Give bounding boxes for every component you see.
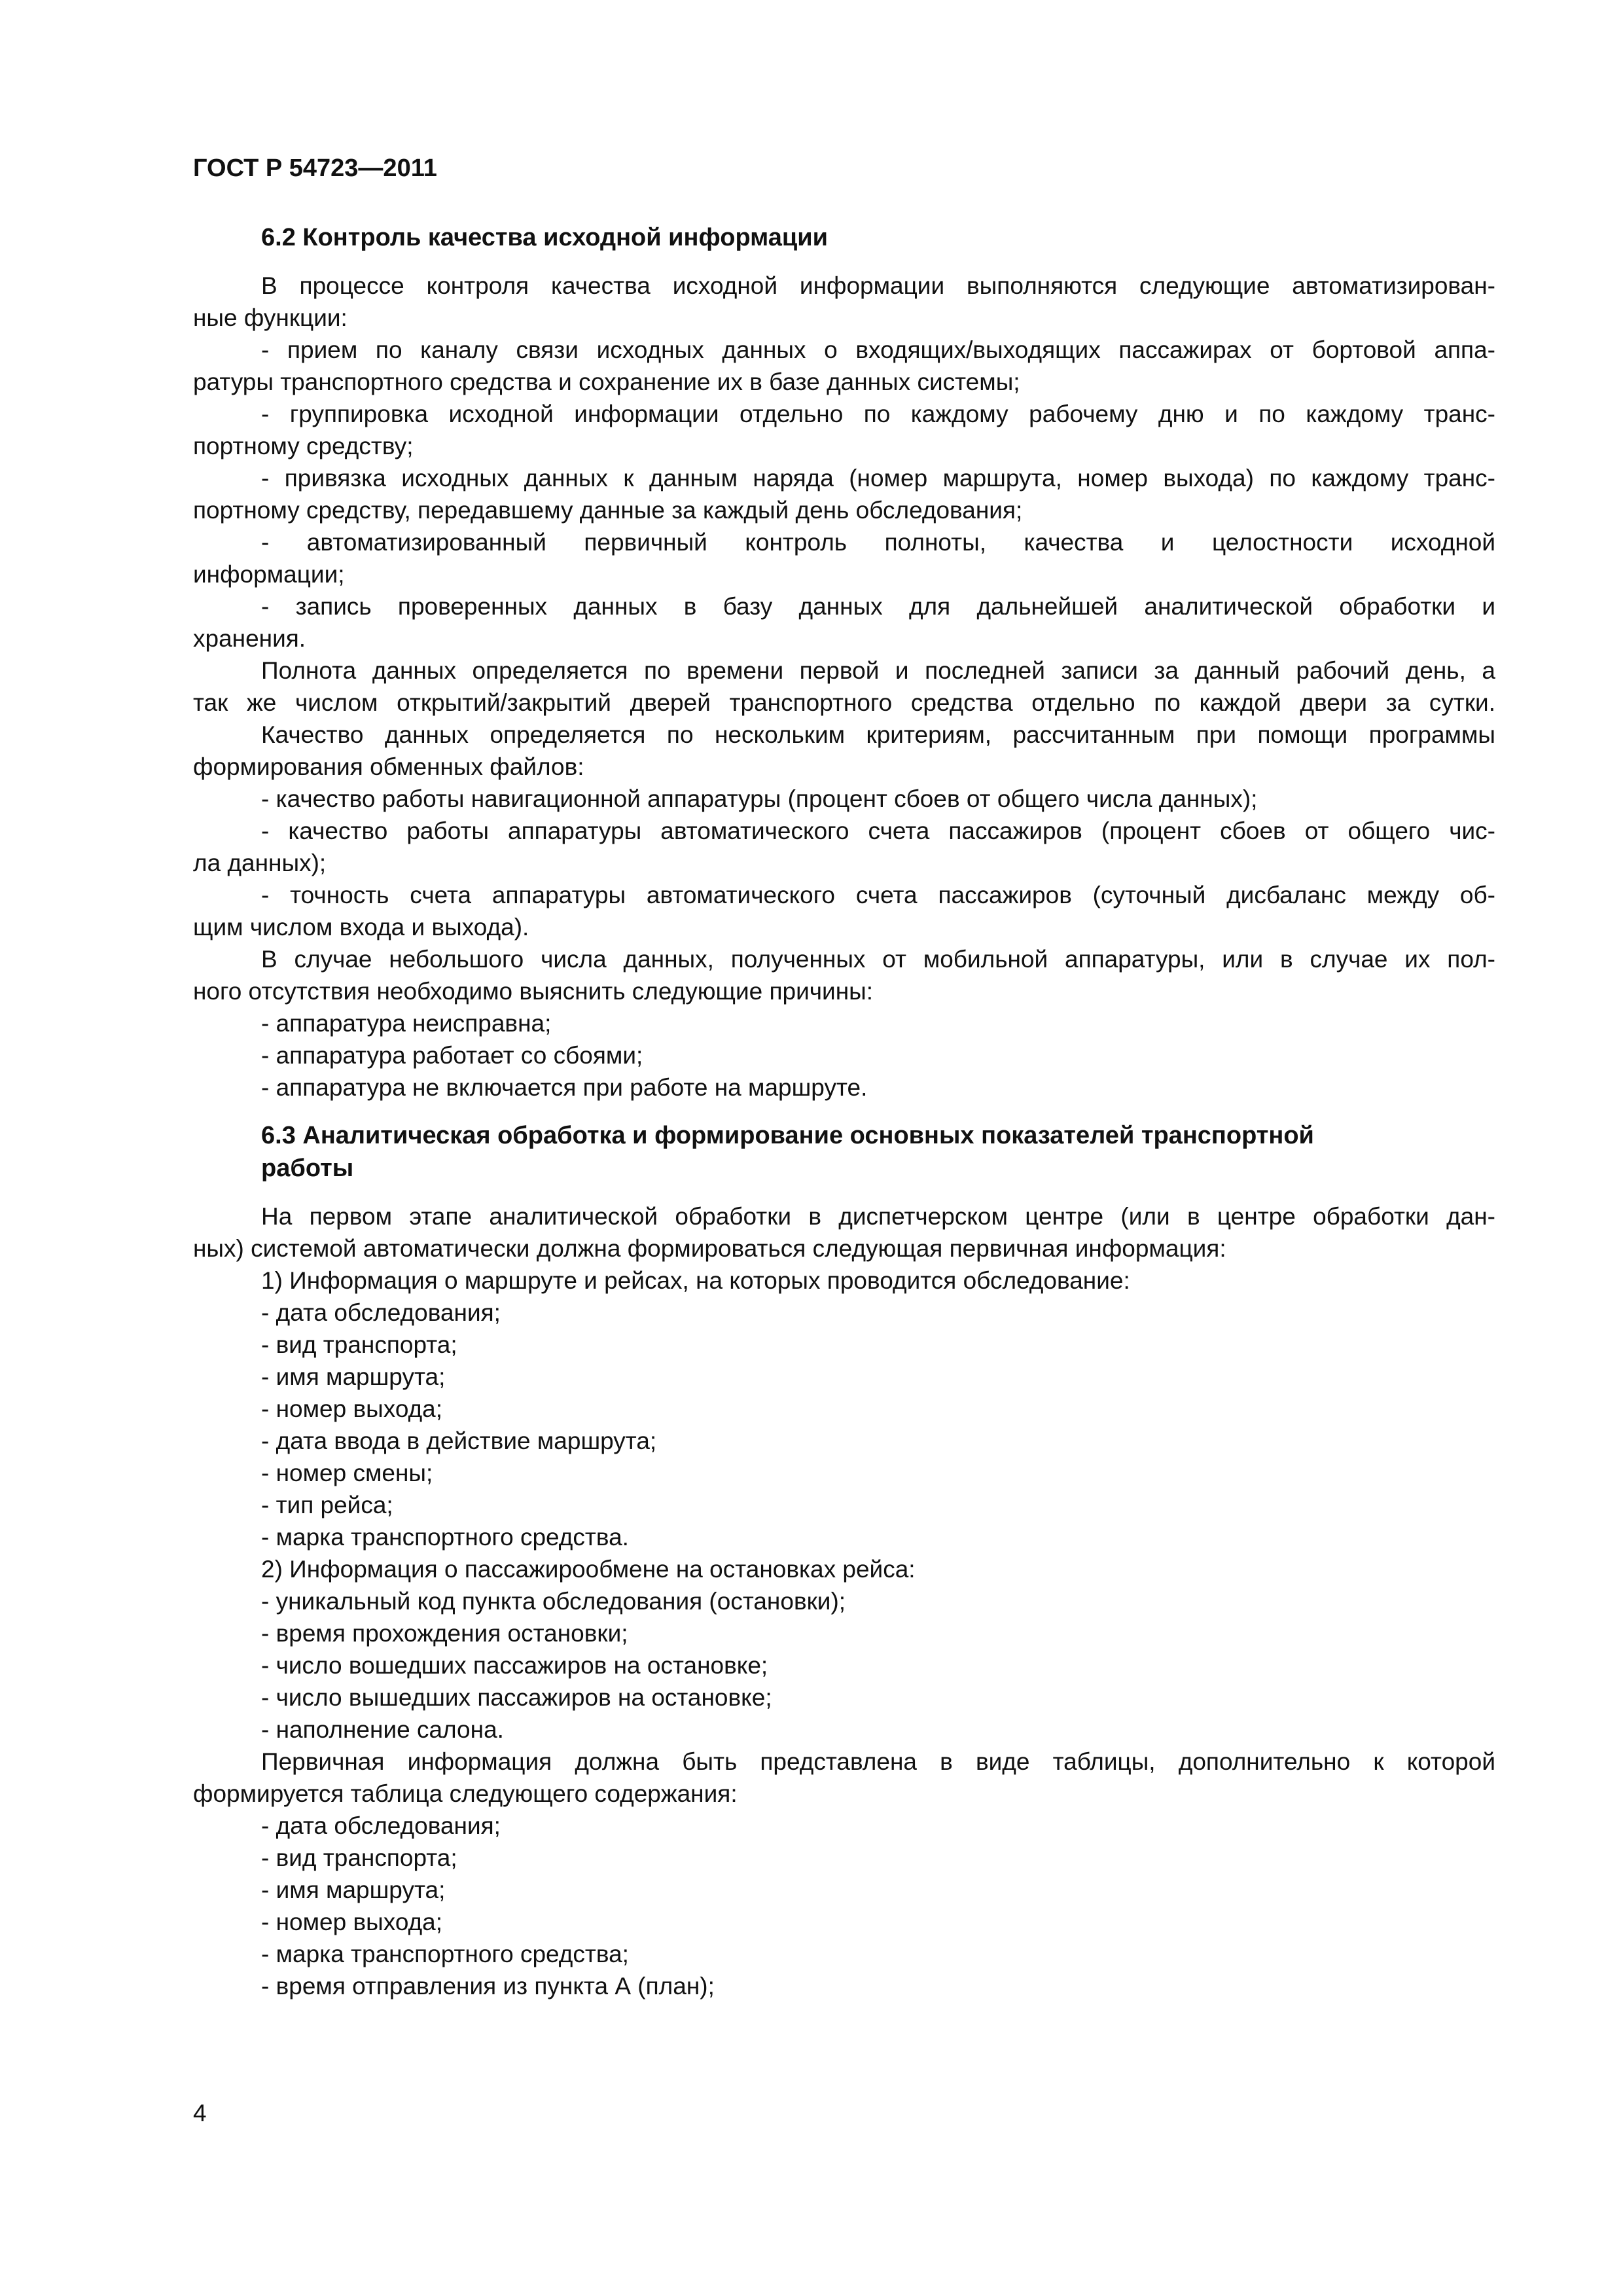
- section-6-2-intro-line1: В процессе контроля качества исходной информации выполняются следующие автоматизирован-: [261, 272, 1495, 299]
- quality-line1: Качество данных определяется по нескольким критериям, рассчитанным при помощи программы: [261, 721, 1495, 748]
- list-item: - вид транспорта;: [261, 1844, 457, 1871]
- quality-line2: формирования обменных файлов:: [193, 753, 584, 780]
- criterion-1: - качество работы навигационной аппаратуры (процент сбоев от общего числа данных);: [261, 785, 1258, 812]
- small-data-line1: В случае небольшого числа данных, полученных от мобильной аппаратуры, или в случае их пол-: [261, 946, 1495, 973]
- section-6-2-intro-line2: ные функции:: [193, 304, 348, 331]
- function-item-4-line2: информации;: [193, 561, 345, 588]
- section-6-2-heading: 6.2 Контроль качества исходной информации: [261, 224, 828, 251]
- reason-1: - аппаратура неисправна;: [261, 1010, 552, 1037]
- list-item: - номер выхода;: [261, 1395, 443, 1422]
- completeness-line2: так же числом открытий/закрытий дверей транспортного средства отдельно по каждой двери за сутки.: [193, 689, 1495, 716]
- list-item: - время отправления из пункта А (план);: [261, 1973, 715, 2000]
- list-item: - дата ввода в действие маршрута;: [261, 1427, 657, 1454]
- function-item-4-line1: - автоматизированный первичный контроль полноты, качества и целостности исходной: [261, 529, 1495, 556]
- function-item-1-line1: - прием по каналу связи исходных данных о входящих/выходящих пассажирах от бортовой аппа-: [261, 336, 1495, 363]
- small-data-line2: ного отсутствия необходимо выяснить следующие причины:: [193, 978, 873, 1005]
- list-item: - уникальный код пункта обследования (остановки);: [261, 1588, 846, 1615]
- list-item: - число вышедших пассажиров на остановке;: [261, 1684, 772, 1711]
- document-header: ГОСТ Р 54723—2011: [193, 154, 437, 182]
- function-item-3-line1: - привязка исходных данных к данным наряда (номер маршрута, номер выхода) по каждому транс-: [261, 465, 1495, 492]
- list-item: - дата обследования;: [261, 1299, 501, 1326]
- list-item: - вид транспорта;: [261, 1331, 457, 1358]
- section-6-3-heading-line2: работы: [261, 1155, 354, 1182]
- list-item: - тип рейса;: [261, 1492, 393, 1518]
- page-number: 4: [193, 2100, 207, 2126]
- function-item-2-line2: портному средству;: [193, 433, 414, 459]
- reason-2: - аппаратура работает со сбоями;: [261, 1042, 643, 1069]
- criterion-2-line2: ла данных);: [193, 850, 327, 876]
- section-6-3-intro-line1: На первом этапе аналитической обработки в диспетчерском центре (или в центре обработки дан-: [261, 1203, 1495, 1230]
- list-item: - число вошедших пассажиров на остановке;: [261, 1652, 768, 1679]
- criterion-2-line1: - качество работы аппаратуры автоматического счета пассажиров (процент сбоев от общего чис-: [261, 817, 1495, 844]
- section-6-3-heading: [193, 1119, 1495, 1185]
- function-item-3-line2: портному средству, передавшему данные за каждый день обследования;: [193, 497, 1023, 524]
- completeness-line1: Полнота данных определяется по времени первой и последней записи за данный рабочий день, а: [261, 657, 1495, 684]
- list-item: - номер смены;: [261, 1460, 433, 1486]
- list-item: - номер выхода;: [261, 1909, 443, 1935]
- group-2-title: 2) Информация о пассажирообмене на остановках рейса:: [261, 1556, 916, 1583]
- document-body: [193, 221, 1495, 2002]
- function-item-1-line2: ратуры транспортного средства и сохранение их в базе данных системы;: [193, 368, 1020, 395]
- function-item-5-line2: хранения.: [193, 625, 306, 652]
- list-item: - дата обследования;: [261, 1812, 501, 1839]
- table-note-line1: Первичная информация должна быть представлена в виде таблицы, дополнительно к которой: [261, 1748, 1495, 1775]
- table-note-line2: формируется таблица следующего содержания:: [193, 1780, 738, 1807]
- list-item: - имя маршрута;: [261, 1876, 446, 1903]
- reason-3: - аппаратура не включается при работе на маршруте.: [261, 1074, 868, 1101]
- list-item: - имя маршрута;: [261, 1363, 446, 1390]
- function-item-5-line1: - запись проверенных данных в базу данных для дальнейшей аналитической обработки и: [261, 593, 1495, 620]
- function-item-2-line1: - группировка исходной информации отдельно по каждому рабочему дню и по каждому транс-: [261, 401, 1495, 427]
- criterion-3-line1: - точность счета аппаратуры автоматического счета пассажиров (суточный дисбаланс между об-: [261, 882, 1495, 908]
- list-item: - марка транспортного средства.: [261, 1524, 629, 1551]
- group-1-title: 1) Информация о маршруте и рейсах, на которых проводится обследование:: [261, 1267, 1130, 1294]
- list-item: - марка транспортного средства;: [261, 1941, 629, 1967]
- section-6-3-intro-line2: ных) системой автоматически должна формироваться следующая первичная информация:: [193, 1235, 1226, 1262]
- criterion-3-line2: щим числом входа и выхода).: [193, 914, 529, 941]
- list-item: - время прохождения остановки;: [261, 1620, 628, 1647]
- section-6-3-heading-line1: 6.3 Аналитическая обработка и формирование основных показателей транспортной: [261, 1122, 1314, 1149]
- list-item: - наполнение салона.: [261, 1716, 504, 1743]
